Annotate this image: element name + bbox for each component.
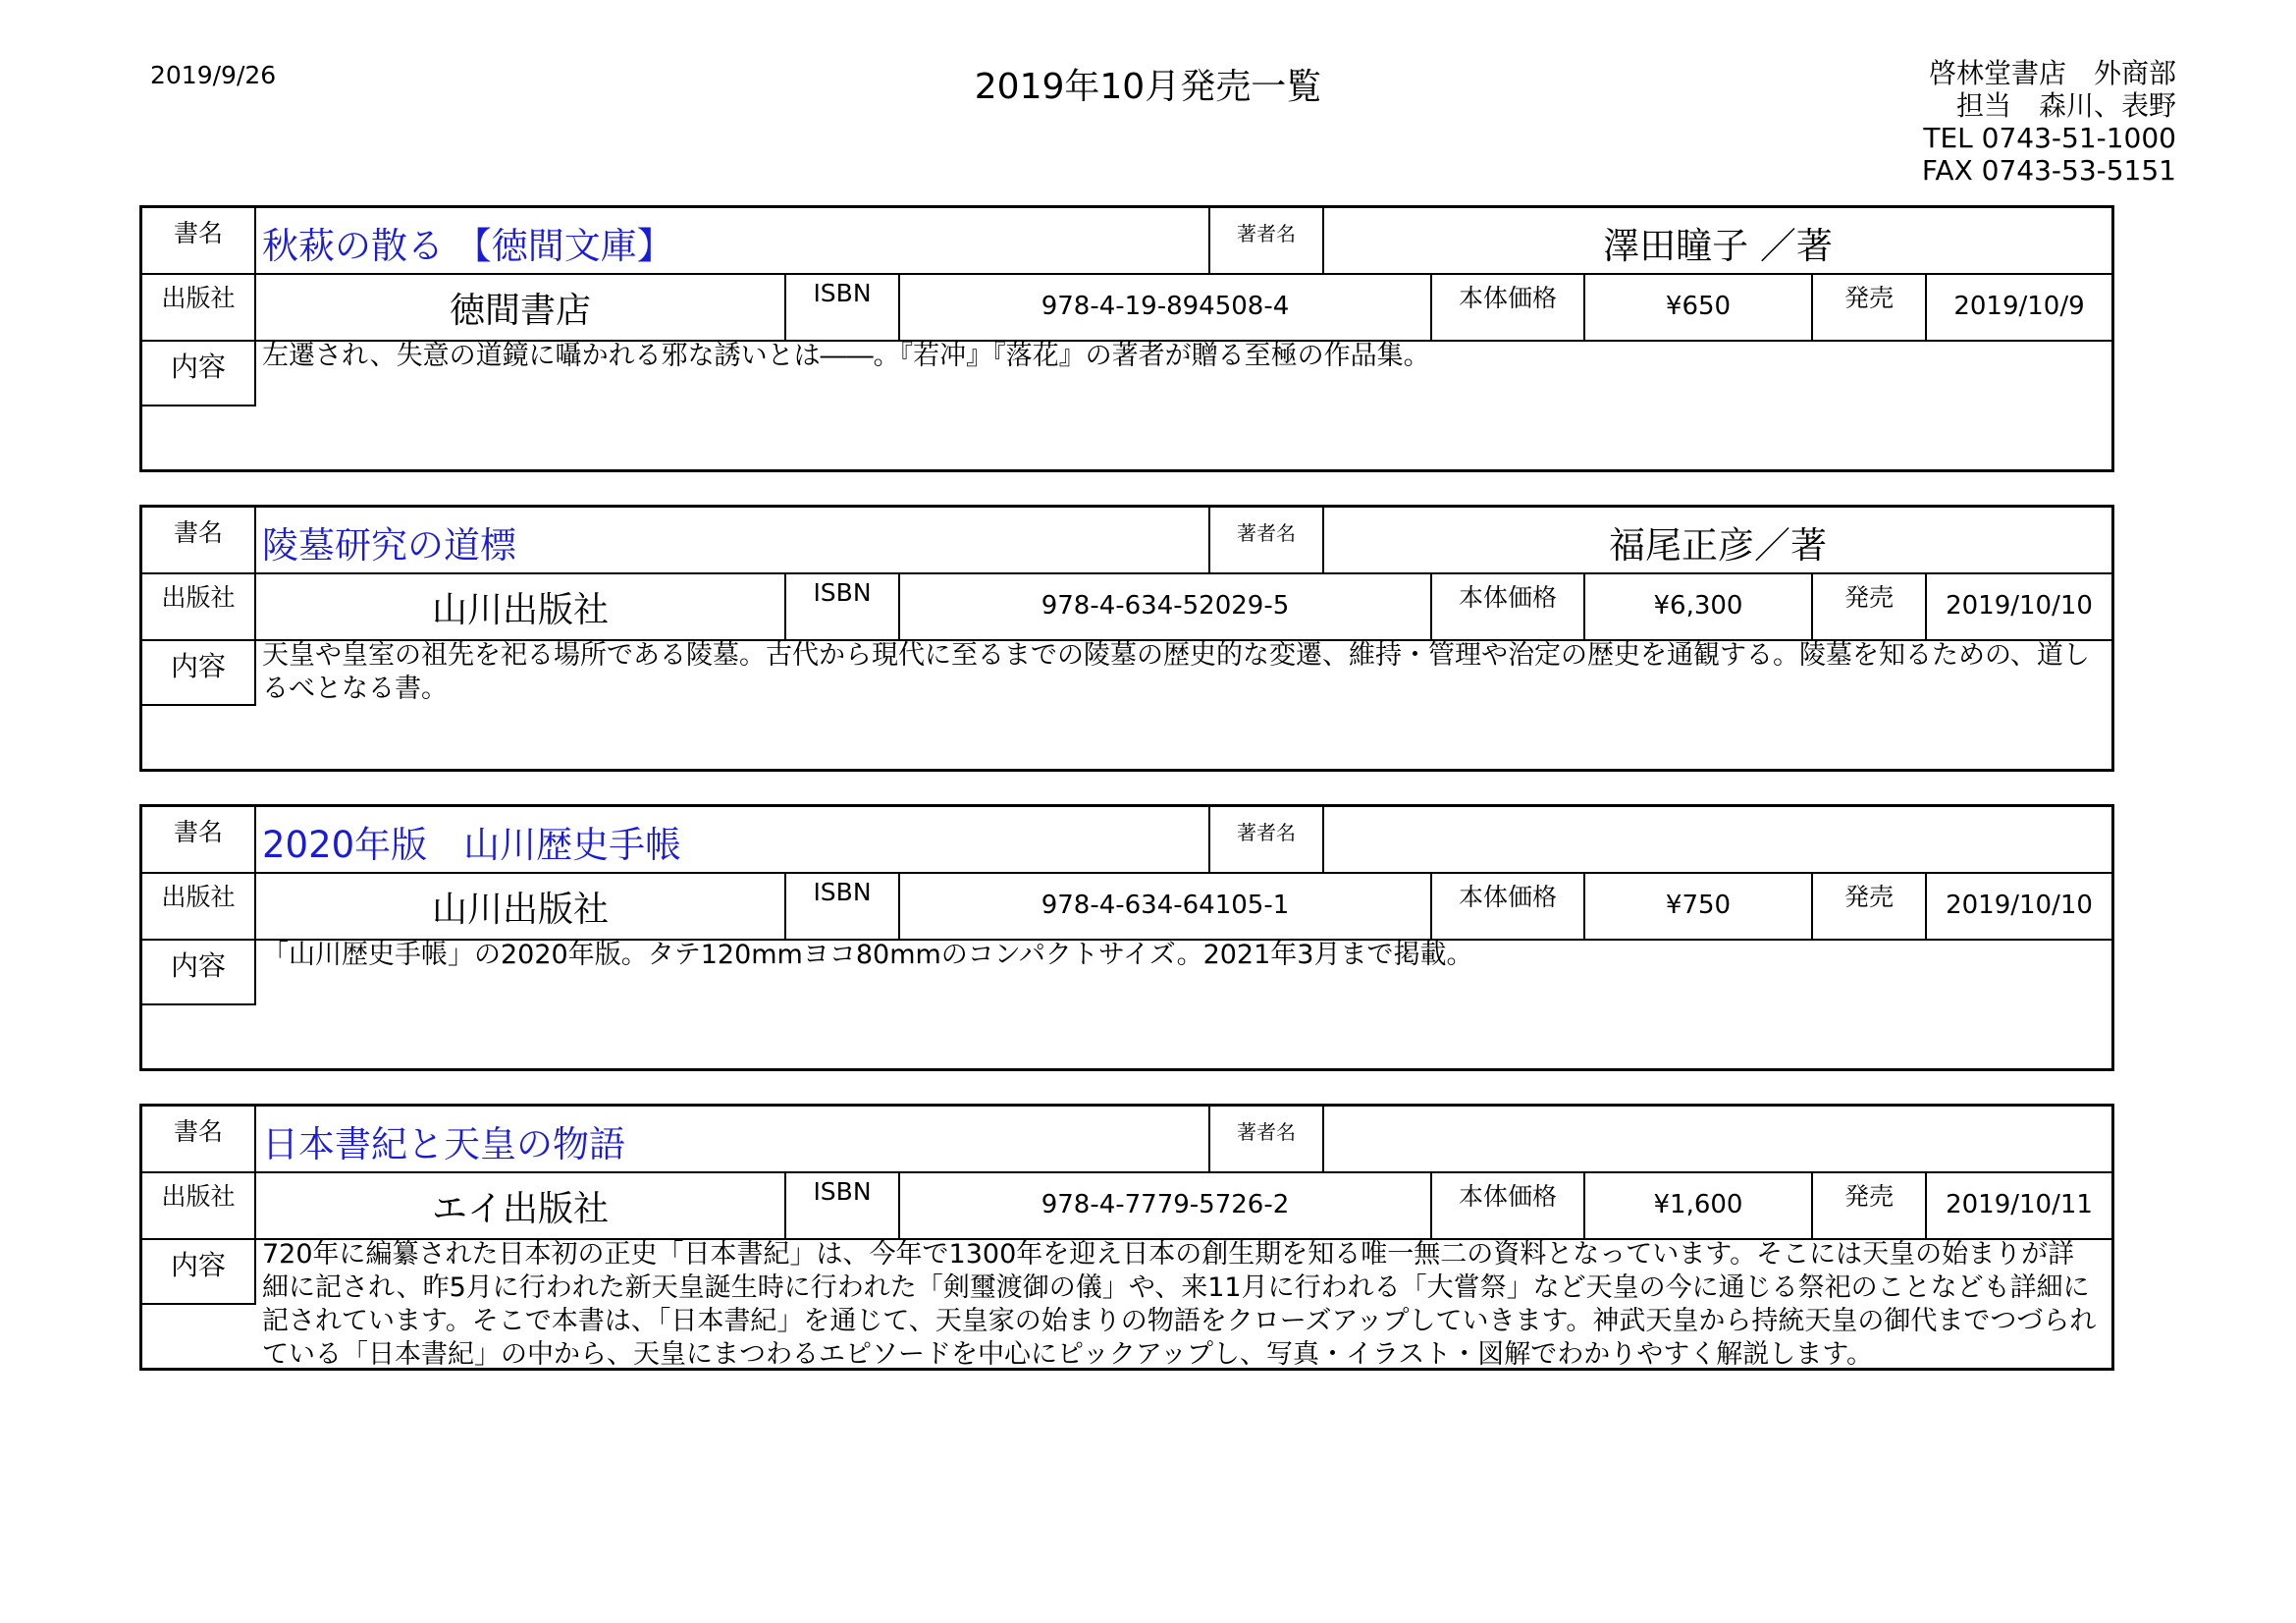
book-description: 「山川歴史手帳」の2020年版。タテ120mmヨコ80mmのコンパクトサイズ。2021年3月まで掲載。 bbox=[262, 940, 1473, 970]
book-title: 2020年版 山川歴史手帳 bbox=[256, 807, 1210, 872]
isbn-label: ISBN bbox=[786, 872, 900, 939]
publisher-label: 出版社 bbox=[142, 872, 256, 939]
book-author bbox=[1324, 1107, 2111, 1171]
publisher-label: 出版社 bbox=[142, 1171, 256, 1238]
isbn-label: ISBN bbox=[786, 273, 900, 340]
isbn-label: ISBN bbox=[786, 1171, 900, 1238]
book-release-date: 2019/10/11 bbox=[1946, 1190, 2093, 1219]
title-label: 書名 bbox=[142, 1107, 256, 1171]
book-release-date: 2019/10/10 bbox=[1946, 891, 2093, 920]
book-publisher: エイ出版社 bbox=[256, 1171, 786, 1238]
book-release-date: 2019/10/9 bbox=[1953, 292, 2085, 321]
content-label: 内容 bbox=[142, 639, 256, 706]
print-date: 2019/9/26 bbox=[150, 61, 277, 89]
title-label: 書名 bbox=[142, 208, 256, 273]
book-isbn: 978-4-634-52029-5 bbox=[900, 572, 1432, 639]
title-label: 書名 bbox=[142, 508, 256, 572]
release-label: 発売 bbox=[1813, 872, 1927, 939]
page-title: 2019年10月発売一覧 bbox=[974, 67, 1322, 107]
publisher-label: 出版社 bbox=[142, 273, 256, 340]
isbn-label: ISBN bbox=[786, 572, 900, 639]
author-label: 著者名 bbox=[1210, 807, 1324, 872]
price-label: 本体価格 bbox=[1432, 872, 1585, 939]
content-label: 内容 bbox=[142, 1238, 256, 1305]
release-label: 発売 bbox=[1813, 273, 1927, 340]
release-label: 発売 bbox=[1813, 572, 1927, 639]
book-isbn: 978-4-7779-5726-2 bbox=[900, 1171, 1432, 1238]
content-label: 内容 bbox=[142, 939, 256, 1005]
author-label: 著者名 bbox=[1210, 208, 1324, 273]
book-publisher: 山川出版社 bbox=[256, 872, 786, 939]
publisher-label: 出版社 bbox=[142, 572, 256, 639]
author-label: 著者名 bbox=[1210, 508, 1324, 572]
book-publisher: 山川出版社 bbox=[256, 572, 786, 639]
release-label: 発売 bbox=[1813, 1171, 1927, 1238]
price-label: 本体価格 bbox=[1432, 572, 1585, 639]
shop-name: 啓林堂書店 外商部 bbox=[1928, 57, 2176, 89]
author-label: 著者名 bbox=[1210, 1107, 1324, 1171]
book-publisher: 徳間書店 bbox=[256, 273, 786, 340]
book-author: 福尾正彦／著 bbox=[1609, 524, 1827, 567]
book-description: 左遷され、失意の道鏡に囁かれる邪な誘いとは――。『若冲』『落花』の著者が贈る至極の作品集。 bbox=[262, 341, 1430, 371]
book-record bbox=[139, 804, 2114, 1071]
book-record bbox=[139, 1104, 2114, 1371]
content-label: 内容 bbox=[142, 340, 256, 406]
price-label: 本体価格 bbox=[1432, 273, 1585, 340]
shop-staff: 担当 森川、表野 bbox=[1955, 89, 2176, 122]
book-description: 天皇や皇室の祖先を祀る場所である陵墓。古代から現代に至るまでの陵墓の歴史的な変遷、維持・管理や治定の歴史を通観する。陵墓を知るための、道しるべとなる書。 bbox=[262, 640, 2090, 704]
book-price: ¥750 bbox=[1585, 872, 1813, 939]
title-label: 書名 bbox=[142, 807, 256, 872]
book-title: 秋萩の散る 【徳間文庫】 bbox=[256, 208, 1210, 273]
book-record bbox=[139, 205, 2114, 472]
shop-fax: FAX 0743-53-5151 bbox=[1921, 154, 2176, 187]
book-price: ¥6,300 bbox=[1585, 572, 1813, 639]
book-title: 日本書紀と天皇の物語 bbox=[256, 1107, 1210, 1171]
book-isbn: 978-4-634-64105-1 bbox=[900, 872, 1432, 939]
price-label: 本体価格 bbox=[1432, 1171, 1585, 1238]
book-title: 陵墓研究の道標 bbox=[256, 508, 1210, 572]
book-author: 澤田瞳子 ／著 bbox=[1603, 225, 1833, 267]
book-record bbox=[139, 505, 2114, 772]
book-release-date: 2019/10/10 bbox=[1946, 591, 2093, 621]
shop-info bbox=[1922, 57, 2176, 187]
shop-tel: TEL 0743-51-1000 bbox=[1923, 122, 2176, 154]
book-price: ¥650 bbox=[1585, 273, 1813, 340]
book-isbn: 978-4-19-894508-4 bbox=[900, 273, 1432, 340]
book-price: ¥1,600 bbox=[1585, 1171, 1813, 1238]
book-author bbox=[1324, 807, 2111, 872]
book-description: 720年に編纂された日本初の正史「日本書紀」は、今年で1300年を迎え日本の創生期を知る唯一無二の資料となっています。そこには天皇の始まりが詳細に記され、昨5月に行われた新天皇誕生時に行われた「剣璽渡御の儀」や、来11月に行われる「大嘗祭」など天皇の今に通じる祭祀のことなども詳細に記されています。そこで本書は、「日本書紀」を通じて、天皇家の始まりの物語をクローズアップしていきます。神武天皇から持統天皇の御代までつづられている「日本書紀」の中から、天皇にまつわるエピソードを中心にピックアップし、写真・イラスト・図解でわかりやすく解説します。 bbox=[262, 1239, 2097, 1370]
